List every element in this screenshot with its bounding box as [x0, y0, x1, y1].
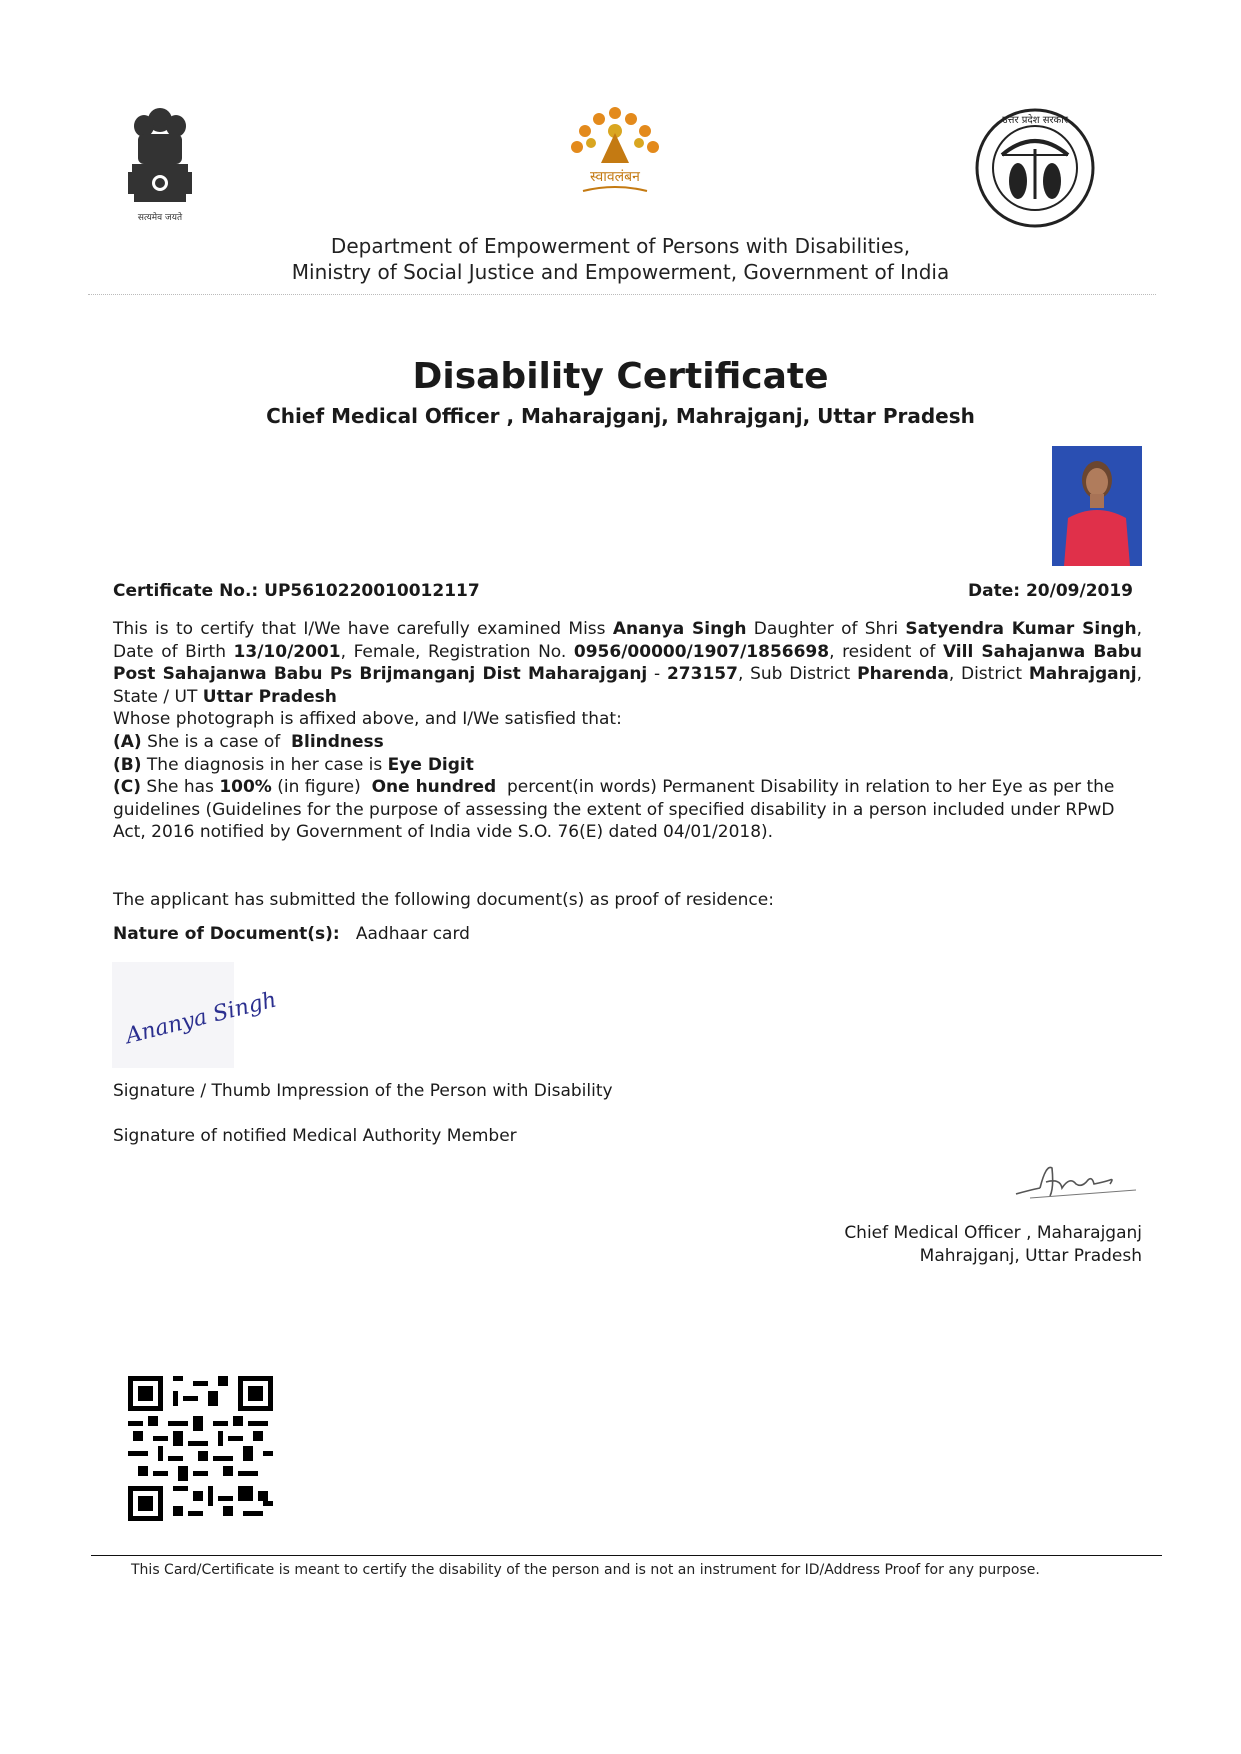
item-b: (B) The diagnosis in her case is Eye Digit — [113, 754, 474, 775]
certificate-number — [113, 581, 480, 601]
certificate-number-value: UP5610220010012117 — [264, 581, 480, 601]
issuing-authority: Chief Medical Officer , Maharajganj, Mahrajganj, Uttar Pradesh — [266, 404, 975, 428]
district: Mahrajganj — [1028, 664, 1137, 685]
uttar-pradesh-seal-icon — [974, 107, 1096, 229]
item-a: (A) She is a case of Blindness — [113, 731, 384, 752]
ministry-name: Ministry of Social Justice and Empowerment, Government of India — [291, 260, 950, 284]
applicant-signature-image — [112, 962, 280, 1068]
cmo-line-1: Chief Medical Officer , Maharajganj — [844, 1223, 1142, 1243]
certificate-body — [113, 618, 1142, 844]
nature-label: Nature of Document(s): — [113, 924, 340, 944]
pin-code: 273157 — [666, 664, 738, 685]
seal-text: उत्तर प्रदेश सरकार — [1002, 115, 1068, 126]
nature-value: Aadhaar card — [355, 924, 470, 944]
footer-disclaimer: This Card/Certificate is meant to certify the disability of the person and is not an instrument for ID/Address Proof for any purpose. — [131, 1562, 1040, 1578]
certificate-title: Disability Certificate — [412, 356, 829, 397]
certificate-date — [968, 581, 1133, 601]
applicant-signature-text: Ananya Singh — [123, 987, 280, 1050]
father-name: Satyendra Kumar Singh — [905, 619, 1137, 639]
cmo-line-2: Mahrajganj, Uttar Pradesh — [919, 1246, 1142, 1266]
state: Uttar Pradesh — [202, 686, 337, 707]
whose-line: Whose photograph is affixed above, and I/We satisfied that: — [113, 709, 622, 730]
date-label: Date: — [968, 581, 1021, 601]
disability-percent-words: One hundred — [371, 777, 497, 798]
cmo-designation — [844, 1222, 1142, 1268]
sub-district: Pharenda — [857, 664, 949, 685]
disability-type: Blindness — [291, 731, 384, 752]
applicant-photo — [1052, 446, 1142, 566]
address: Vill Sahajanwa Babu Post Sahajanwa Babu Ps Brijmanganj Dist Maharajganj — [113, 641, 1143, 685]
applicant-name: Ananya Singh — [612, 619, 747, 639]
date-of-birth: 13/10/2001 — [233, 641, 341, 662]
national-emblem-icon — [122, 104, 198, 224]
authority-signature-caption: Signature of notified Medical Authority Member — [113, 1126, 517, 1146]
date-value: 20/09/2019 — [1025, 581, 1134, 601]
nature-of-document — [113, 924, 470, 944]
certificate-number-label: Certificate No.: — [113, 581, 259, 601]
cmo-signature-icon — [1010, 1158, 1140, 1208]
center-logo-text: स्वावलंबन — [590, 169, 640, 185]
disability-percent: 100% — [219, 777, 272, 798]
residence-intro: The applicant has submitted the following document(s) as proof of residence: — [113, 890, 774, 910]
swavlamban-logo-icon — [561, 103, 669, 199]
header-divider — [88, 294, 1156, 295]
registration-number: 0956/00000/1907/1856698 — [573, 641, 830, 662]
applicant-signature-caption: Signature / Thumb Impression of the Person with Disability — [113, 1081, 613, 1101]
qr-code-icon — [128, 1376, 273, 1521]
footer-divider — [91, 1555, 1162, 1556]
item-c: (C) She has 100% (in figure) One hundred percent(in words) Permanent Disability in relation to her Eye as per the guidelines (Guidelines for the purpose of assessing the extent of specified disability in a person included under RPwD Act, 2016 notified by Government of India vide S.O. 76(E) dated 04/01/2018). — [113, 777, 1115, 843]
diagnosis: Eye Digit — [387, 754, 474, 775]
certification-paragraph: This is to certify that I/We have carefully examined Miss Ananya Singh Daughter of Shri Satyendra Kumar Singh, Date of Birth 13/10/2001, Female, Registration No. 0956/00000/1907/1856698, resident of Vill Sahajanwa Babu Post Sahajanwa Babu Ps Brijmanganj Dist Maharajganj - 273157, Sub District Pharenda, District Mahrajganj, State / UT Uttar Pradesh — [113, 619, 1143, 707]
department-name: Department of Empowerment of Persons with Disabilities, — [330, 234, 911, 258]
emblem-motto: सत्यमेव जयते — [137, 213, 183, 223]
